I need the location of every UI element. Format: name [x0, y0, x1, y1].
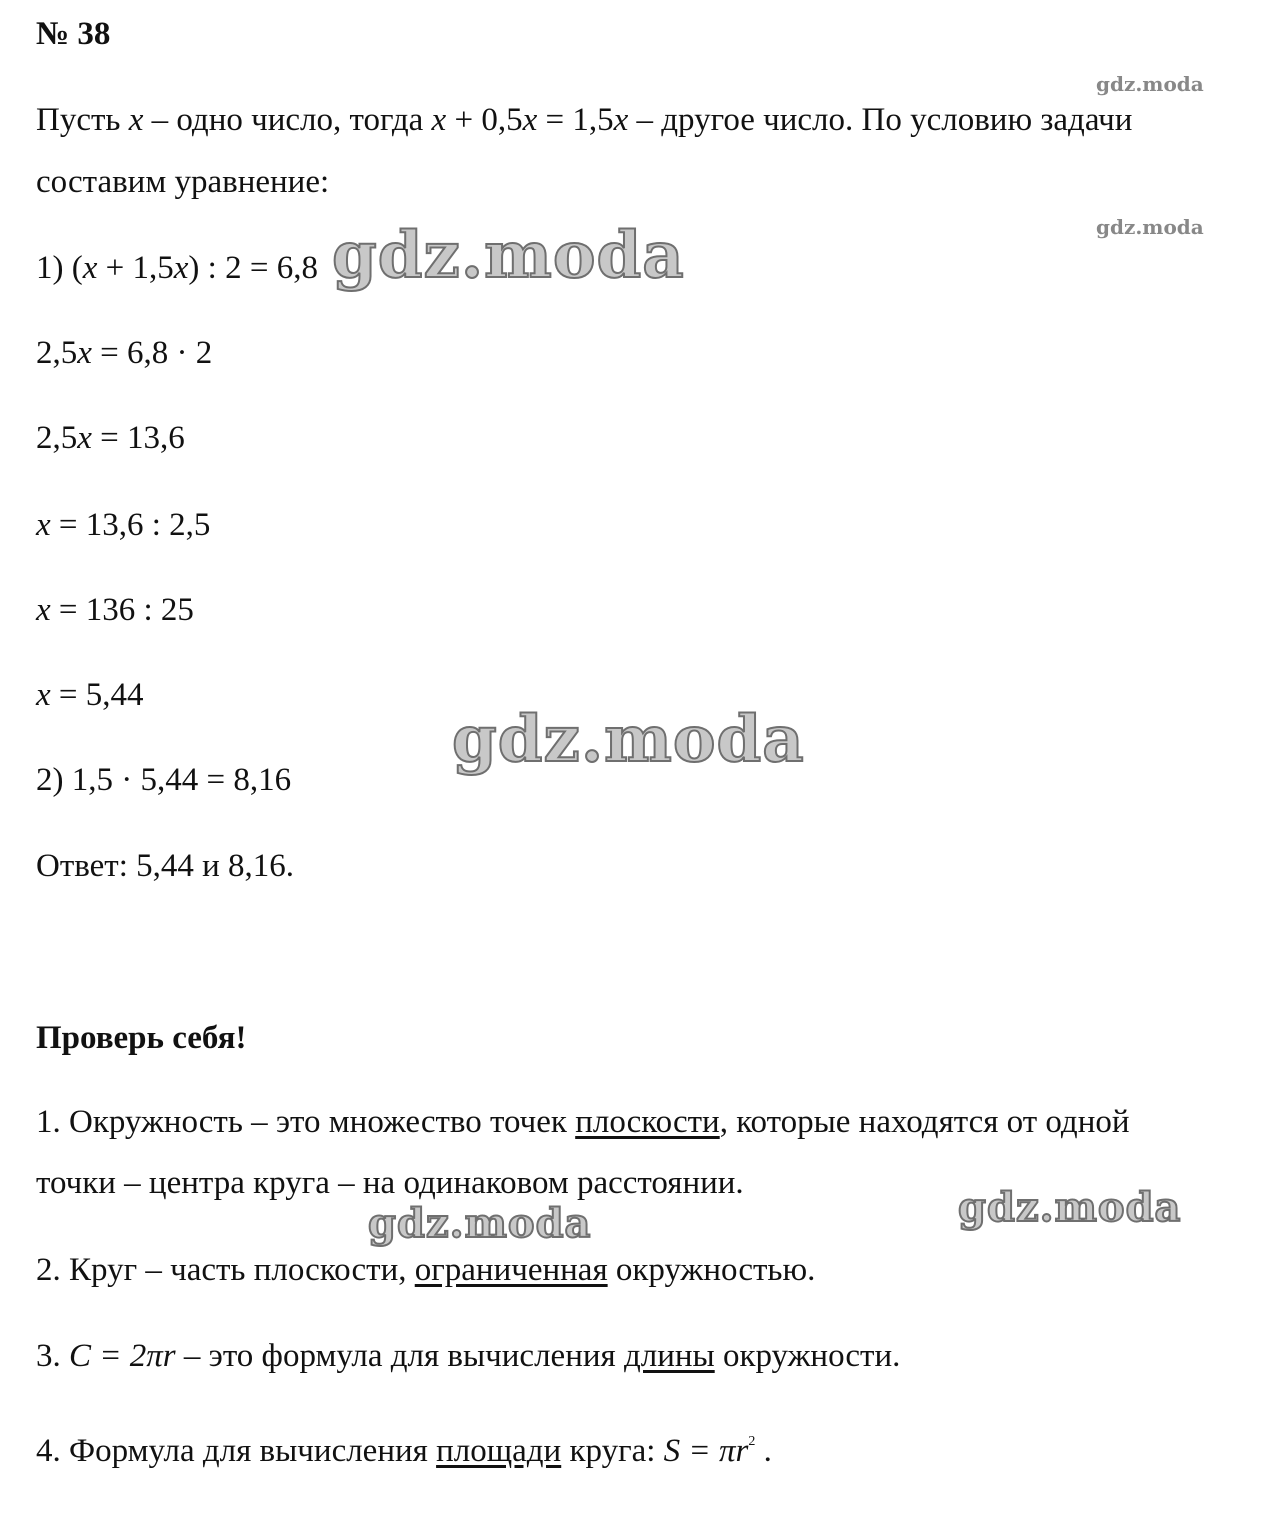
check-item-3: 3. C = 2πr – это формула для вычисления длины окружности. — [36, 1338, 901, 1374]
check-item-1-line-2: точки – центра круга – на одинаковом расстоянии. — [36, 1165, 744, 1201]
step-6: x = 5,44 — [36, 677, 144, 713]
watermark-large-2: gdz.moda — [452, 702, 805, 777]
intro-line-2: составим уравнение: — [36, 164, 330, 200]
step-2: 2,5x = 6,8 · 2 — [36, 335, 213, 371]
check-item-1-line-1: 1. Окружность – это множество точек плоскости, которые находятся от одной — [36, 1104, 1130, 1140]
problem-number: № 38 — [36, 16, 111, 52]
check-item-4: 4. Формула для вычисления площади круга: $S = \pi r^2$ . — [36, 1433, 772, 1469]
step-3: 2,5x = 13,6 — [36, 420, 185, 456]
watermark-large-4: gdz.moda — [958, 1184, 1182, 1231]
watermark-large-1: gdz.moda — [332, 218, 685, 293]
watermark-large-3: gdz.moda — [368, 1200, 592, 1247]
step-7: 2) 1,5 · 5,44 = 8,16 — [36, 762, 292, 798]
step-5: x = 136 : 25 — [36, 592, 194, 628]
step-1: 1) (x + 1,5x) : 2 = 6,8 — [36, 250, 318, 286]
step-4: x = 13,6 : 2,5 — [36, 507, 211, 543]
check-item-2: 2. Круг – часть плоскости, ограниченная окружностью. — [36, 1252, 816, 1288]
watermark-small-2: gdz.moda — [1096, 215, 1204, 239]
intro-line-1: Пусть x – одно число, тогда x + 0,5x = 1,5x – другое число. По условию задачи — [36, 102, 1133, 138]
check-title: Проверь себя! — [36, 1020, 247, 1056]
answer: Ответ: 5,44 и 8,16. — [36, 848, 295, 884]
watermark-small-1: gdz.moda — [1096, 72, 1204, 96]
